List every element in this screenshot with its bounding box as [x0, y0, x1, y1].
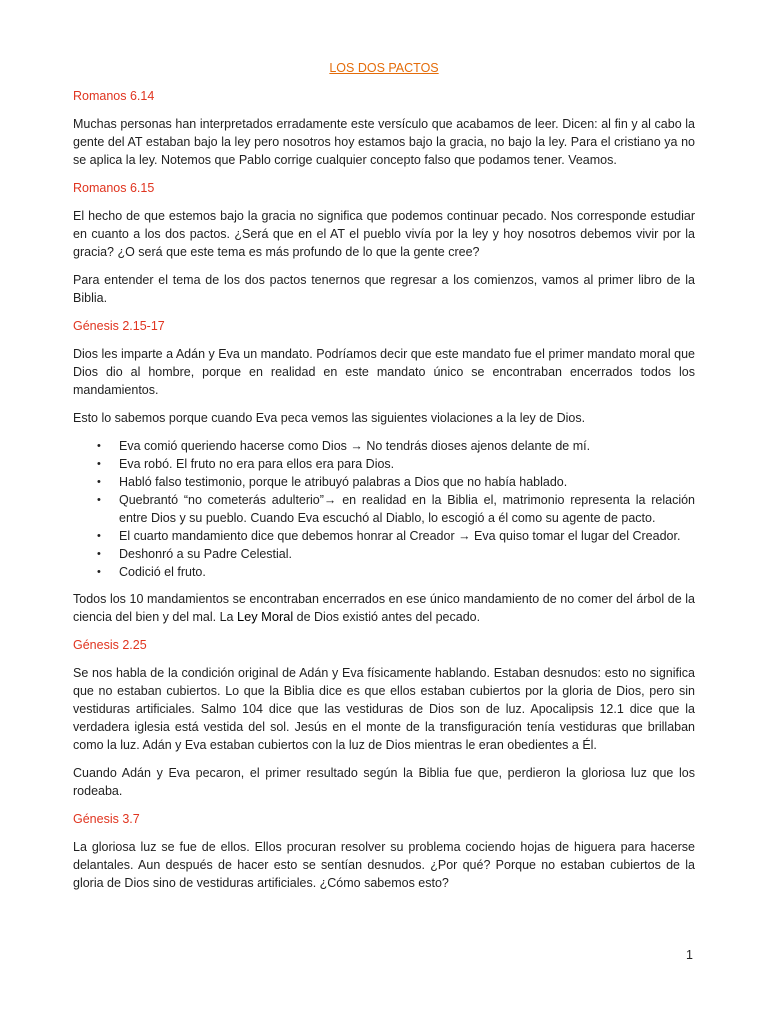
- bullet-icon: •: [97, 566, 101, 578]
- paragraph: Dios les imparte a Adán y Eva un mandato. Podríamos decir que este mandato fue el primer mandato moral que Dios dio al hombre, porque en realidad en este mandato único se encontraban encerrados todos los mandamientos.: [73, 347, 695, 397]
- document-body: [73, 59, 695, 902]
- bullet-icon: •: [97, 476, 101, 488]
- bullet-icon: •: [97, 458, 101, 470]
- page-number: 1: [686, 948, 693, 962]
- scripture-reference: Romanos 6.14: [73, 89, 155, 103]
- scripture-reference: Génesis 2.15-17: [73, 319, 165, 333]
- list-item: • Eva robó. El fruto no era para ellos era para Dios.: [97, 457, 395, 471]
- bullet-icon: •: [97, 440, 101, 452]
- scripture-reference: Génesis 2.25: [73, 638, 147, 652]
- list-item: • Eva comió queriendo hacerse como Dios → No tendrás dioses ajenos delante de mí.: [97, 439, 591, 453]
- list-item: • El cuarto mandamiento dice que debemos honrar al Creador → Eva quiso tomar el lugar del Creador.: [97, 529, 681, 543]
- paragraph: Esto lo sabemos porque cuando Eva peca vemos las siguientes violaciones a la ley de Dios.: [73, 411, 586, 425]
- list-item: • Quebrantó “no cometerás adulterio”→ en realidad en la Biblia el, matrimonio representa la relación entre Dios y su pueblo. Cuando Eva escuchó al Diablo, lo escogió a él como su agente de pacto.: [97, 493, 695, 525]
- violations-list: [73, 437, 695, 581]
- bullet-icon: •: [97, 548, 101, 560]
- list-item: • Codició el fruto.: [97, 565, 206, 579]
- paragraph: Cuando Adán y Eva pecaron, el primer resultado según la Biblia fue que, perdieron la gloriosa luz que los rodeaba.: [73, 766, 695, 798]
- scripture-reference: Génesis 3.7: [73, 812, 140, 826]
- list-item: • Deshonró a su Padre Celestial.: [97, 547, 293, 561]
- paragraph: Se nos habla de la condición original de Adán y Eva físicamente hablando. Estaban desnudos: esto no significa que no estaban cubiertos. Lo que la Biblia dice es que ellos estaban cubiertos por la gloria de Dios, pero sin vestiduras artificiales. Salmo 104 dice que las vestiduras de Dios son de luz. Apocalipsis 12.1 dice que la verdadera iglesia está vestida del sol. Jesús en el monte de la transfiguración tenía vestiduras que brillaban como la luz. Adán y Eva estaban cubiertos con la luz de Dios mientras le eran obedientes a Él.: [73, 666, 695, 752]
- paragraph: Para entender el tema de los dos pactos tenernos que regresar a los comienzos, vamos al primer libro de la Biblia.: [73, 273, 695, 305]
- bullet-icon: •: [97, 530, 101, 542]
- paragraph: Muchas personas han interpretados erradamente este versículo que acabamos de leer. Dicen: al fin y al cabo la gente del AT estaban bajo la ley pero nosotros hoy estamos bajo la gracia, no bajo la ley. Para el cristiano ya no se aplica la ley. Notemos que Pablo corrige cualquier concepto falso que podamos tener. Veamos.: [73, 117, 695, 167]
- scripture-reference: Romanos 6.15: [73, 181, 155, 195]
- paragraph: Todos los 10 mandamientos se encontraban encerrados en ese único mandamiento de no comer del árbol de la ciencia del bien y del mal. La Ley Moral de Dios existió antes del pecado.: [73, 592, 695, 624]
- list-item: • Habló falso testimonio, porque le atribuyó palabras a Dios que no había hablado.: [97, 475, 568, 489]
- paragraph: El hecho de que estemos bajo la gracia no significa que podemos continuar pecado. Nos corresponde estudiar en cuanto a los dos pactos. ¿Será que en el AT el pueblo vivía por la ley y hoy nosotros debemos vivir por la gracia? ¿O será que este tema es más profundo de lo que la gente cree?: [73, 209, 695, 259]
- document-title: LOS DOS PACTOS: [329, 61, 439, 75]
- paragraph: La gloriosa luz se fue de ellos. Ellos procuran resolver su problema cociendo hojas de higuera para hacerse delantales. Aun después de hacer esto se sentían desnudos. ¿Por qué? Porque no estaban cubiertos de la gloria de Dios sino de vestiduras artificiales. ¿Cómo sabemos esto?: [73, 840, 695, 890]
- ley-moral-term: Ley Moral: [236, 609, 294, 624]
- bullet-icon: •: [97, 494, 101, 506]
